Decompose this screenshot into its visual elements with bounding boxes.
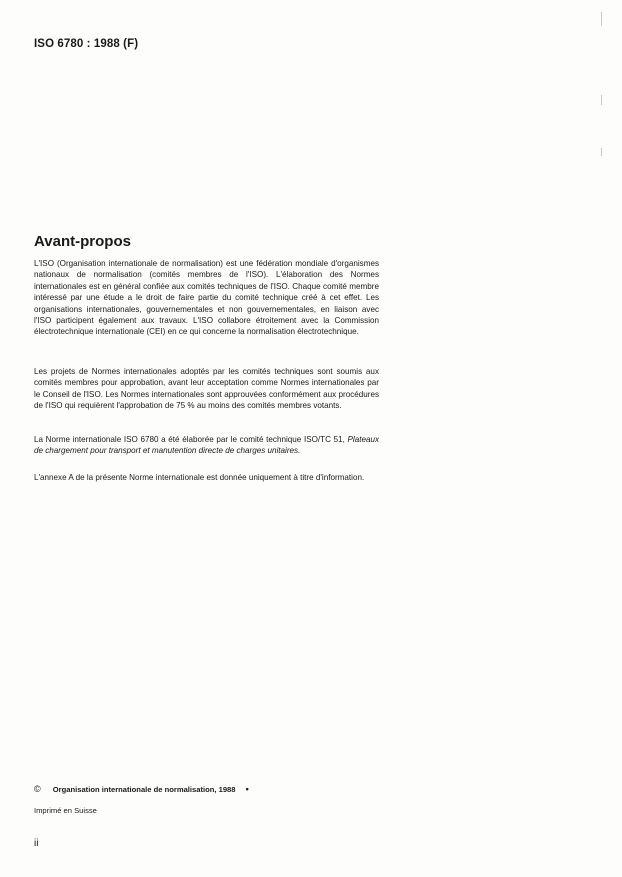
copyright-line (34, 784, 249, 794)
copyright-symbol: © (34, 784, 41, 794)
paragraph-iso-description: L'ISO (Organisation internationale de normalisation) est une fédération mondiale d'organismes nationaux de normalisation (comités membres de l'ISO). L'élaboration des Normes internationales est en général confiée aux comités techniques de l'ISO. Chaque comité membre intéressé par une étude a le droit de faire partie du comité technique créé à cet effet. Les organisations internationales, gouvernementales et non gouvernementales, en liaison avec l'ISO participent également aux travaux. L'ISO collabore étroitement avec la Commission électrotechnique internationale (CEI) en ce qui concerne la normalisation électrotechnique. (34, 259, 379, 337)
paragraph-committee (34, 434, 379, 457)
margin-mark (601, 12, 602, 26)
committee-intro: La Norme internationale ISO 6780 a été élaborée par le comité technique ISO/TC 51, (34, 435, 345, 444)
document-reference: ISO 6780 : 1988 (F) (34, 38, 139, 50)
section-title: Avant-propos (34, 233, 131, 250)
margin-mark (601, 148, 602, 156)
paragraph-approval-process: Les projets de Normes internationales adoptés par les comités techniques sont soumis aux comités membres pour approbation, avant leur acceptation comme Normes internationales par le Conseil de l'ISO. Les Normes internationales sont approuvées conformément aux procédures de l'ISO qui requièrent l'approbation de 75 % au moins des comités membres votants. (34, 367, 379, 411)
committee-title: Plateaux de chargement pour transport et manutention directe de charges unitaires. (34, 435, 380, 456)
copyright-text: Organisation internationale de normalisation, 1988 (52, 785, 236, 794)
margin-mark (601, 95, 602, 105)
bullet-icon: • (245, 784, 249, 794)
paragraph-annex-note: L'annexe A de la présente Norme internationale est donnée uniquement à titre d'information. (34, 473, 365, 482)
printed-in-line: Imprimé en Suisse (34, 806, 97, 815)
page-number: ii (34, 838, 39, 849)
